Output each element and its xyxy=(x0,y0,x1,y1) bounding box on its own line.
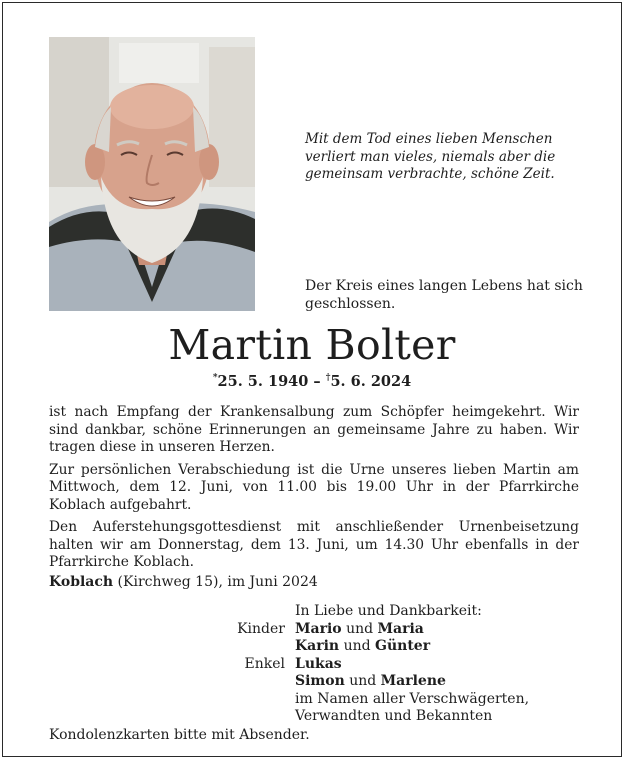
death-symbol: † xyxy=(325,373,331,384)
mourners-intro: In Liebe und Dankbarkeit: xyxy=(295,603,482,619)
date-separator: – xyxy=(313,373,321,390)
place-rest: (Kirchweg 15), im Juni 2024 xyxy=(117,574,318,590)
quote-line: gemeinsam verbrachte, schöne Zeit. xyxy=(305,166,555,182)
portrait-photo xyxy=(49,37,255,311)
conjunction: und xyxy=(346,620,374,637)
grandchildren-line xyxy=(295,656,342,674)
grandchild-name: Simon xyxy=(295,673,345,689)
closing-line: Verwandten und Bekannten xyxy=(295,708,493,724)
closing-line: im Namen aller Verschwägerten, xyxy=(295,690,530,707)
grandchild-name: Marlene xyxy=(380,673,446,689)
child-spouse-name: Günter xyxy=(375,638,431,654)
place-and-date xyxy=(49,574,318,590)
birth-date: 25. 5. 1940 xyxy=(217,373,309,390)
quote-line: Mit dem Tod eines lieben Menschen xyxy=(305,131,553,147)
paragraph-service: Den Auferstehungsgottesdienst mit anschließender Urnenbeisetzung halten wir am Donnerstag, dem 13. Juni, um 14.30 Uhr ebenfalls in der Pfarrkirche Koblach. xyxy=(49,519,579,570)
circle-line: Der Kreis eines langen Lebens hat sich xyxy=(305,278,583,294)
life-dates xyxy=(3,373,621,390)
grandchildren-line xyxy=(295,673,446,691)
paragraph-farewell: Zur persönlichen Verabschiedung ist die Urne unseres lieben Martin am Mittwoch, dem 12. Juni, von 11.00 bis 19.00 Uhr in der Pfarrkirche Koblach aufgebahrt. xyxy=(49,461,579,513)
death-date: 5. 6. 2024 xyxy=(330,373,412,390)
condolence-note: Kondolenzkarten bitte mit Absender. xyxy=(49,727,310,743)
child-name: Mario xyxy=(295,620,342,637)
paragraph-homecoming: ist nach Empfang der Krankensalbung zum Schöpfer heimgekehrt. Wir sind dankbar, schöne Erinnerungen an gemeinsame Jahre zu haben. Wir tragen diese in unseren Herzen. xyxy=(49,404,579,455)
birth-symbol: * xyxy=(212,373,218,384)
portrait-illustration xyxy=(49,37,255,311)
conjunction: und xyxy=(343,638,371,654)
children-label: Kinder xyxy=(237,620,285,637)
obituary-notice xyxy=(2,2,622,757)
child-name: Karin xyxy=(295,638,340,654)
place-town: Koblach xyxy=(49,574,114,590)
conjunction: und xyxy=(349,673,377,689)
child-spouse-name: Maria xyxy=(377,620,424,637)
life-circle-text xyxy=(305,277,595,313)
quote-line: verliert man vieles, niemals aber die xyxy=(305,148,556,165)
circle-line: geschlossen. xyxy=(305,296,396,312)
memorial-quote xyxy=(305,131,605,184)
announcement-body xyxy=(49,404,579,577)
mourners-list xyxy=(183,603,529,726)
children-line xyxy=(295,638,430,656)
grandchild-name: Lukas xyxy=(295,655,342,672)
grandchildren-label: Enkel xyxy=(244,655,285,672)
children-line xyxy=(295,621,424,639)
deceased-name: Martin Bolter xyxy=(168,321,456,369)
